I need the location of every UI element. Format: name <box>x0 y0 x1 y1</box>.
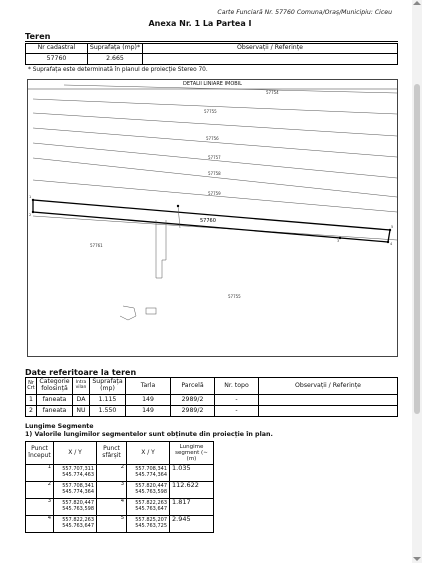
section-heading-lungime: Lungime Segmente <box>25 423 94 430</box>
col-header: X / Y <box>127 442 170 465</box>
plan-label: 57755 <box>204 109 217 114</box>
cell: faneata <box>37 406 73 417</box>
plan-label: 57761 <box>90 243 103 248</box>
col-header: Observații / Referințe <box>143 44 398 54</box>
table-row <box>26 465 214 482</box>
cell: 1 <box>26 465 54 482</box>
plan-label: 57756 <box>206 136 219 141</box>
cell: 112.622 <box>170 482 214 499</box>
cell-suprafata: 2.665 <box>88 54 143 65</box>
cell-nr-cadastral: 57760 <box>26 54 88 65</box>
section-heading-teren: Teren <box>25 31 51 41</box>
teren-table <box>25 43 398 65</box>
cell: 2989/2 <box>171 406 215 417</box>
cell: 1 <box>26 395 37 406</box>
table-row <box>26 499 214 516</box>
table-row <box>26 516 214 533</box>
segmente-table <box>25 441 214 533</box>
cell <box>54 499 97 516</box>
cell: 1.550 <box>90 406 126 417</box>
cell: 4 <box>97 499 127 516</box>
cell <box>127 465 170 482</box>
col-header: Lungime segment (∼ (m) <box>170 442 214 465</box>
cell: 149 <box>126 395 171 406</box>
coord-y: 545.763,725 <box>135 523 167 529</box>
cadastral-plan <box>27 79 398 357</box>
cell: 4 <box>26 516 54 533</box>
coord-y: 545.763,598 <box>135 489 167 495</box>
cell: 1.817 <box>170 499 214 516</box>
vertex-label: 4 <box>390 242 393 246</box>
scroll-up-icon[interactable] <box>413 1 421 5</box>
col-header: X / Y <box>54 442 97 465</box>
coord-x: 557.822,263 <box>135 500 167 507</box>
header-cf-info: Carte Funciară Nr. 57760 Comuna/Oraș/Municipiu: Ciceu <box>217 9 392 16</box>
plan-label: 57758 <box>208 171 221 176</box>
col-header: Suprafața (mp) <box>90 378 126 395</box>
cell: 2 <box>26 406 37 417</box>
plan-drawing <box>28 80 397 356</box>
cell <box>127 482 170 499</box>
plan-label: 57755 <box>228 294 241 299</box>
plan-label-main-parcel: 57760 <box>200 218 216 224</box>
cell <box>127 499 170 516</box>
cell: 2989/2 <box>171 395 215 406</box>
vertex-label: 1 <box>29 195 32 199</box>
coord-y: 545.774,364 <box>62 489 94 495</box>
cell <box>259 406 398 417</box>
col-header: Punct sfârșit <box>97 442 127 465</box>
cell: 1.035 <box>170 465 214 482</box>
coord-x: 557.820,447 <box>62 500 94 507</box>
plan-title: DETALII LINIARE IMOBIL <box>183 81 242 87</box>
coord-y: 545.774,463 <box>62 472 94 478</box>
divider <box>25 41 398 42</box>
vertex-label: 2 <box>29 213 32 217</box>
vertex-label: 5 <box>391 225 394 229</box>
col-header: Observații / Referințe <box>259 378 398 395</box>
cell <box>54 516 97 533</box>
cell: faneata <box>37 395 73 406</box>
cell: 2 <box>26 482 54 499</box>
coord-x: 557.708,341 <box>135 466 167 473</box>
annex-title: Anexa Nr. 1 La Partea I <box>148 19 252 28</box>
coord-y: 545.763,598 <box>62 506 94 512</box>
col-header: Suprafața (mp)* <box>88 44 143 54</box>
cell <box>54 465 97 482</box>
section-heading-date-teren: Date referitoare la teren <box>25 368 137 377</box>
cell: - <box>215 395 259 406</box>
col-header: Nr Crt <box>26 378 37 395</box>
cell: DA <box>73 395 90 406</box>
cell <box>127 516 170 533</box>
coord-y: 545.763,647 <box>62 523 94 529</box>
coord-x: 557.825,207 <box>135 517 167 524</box>
cell <box>259 395 398 406</box>
section-subheading-lungime: 1) Valorile lungimilor segmentelor sunt obținute din proiecție în plan. <box>25 431 273 438</box>
plan-label: 57757 <box>208 155 221 160</box>
cell: 2 <box>97 465 127 482</box>
cell: 3 <box>97 482 127 499</box>
cell <box>54 482 97 499</box>
scrollbar-thumb[interactable] <box>414 84 420 414</box>
col-header: Nr cadastral <box>26 44 88 54</box>
coord-y: 545.763,647 <box>135 506 167 512</box>
footnote-stereo70: * Suprafața este determinată în planul de proiecție Stereo 70. <box>28 67 208 73</box>
coord-x: 557.820,447 <box>135 483 167 490</box>
col-header: Tarla <box>126 378 171 395</box>
cell: NU <box>73 406 90 417</box>
col-header: Categorie folosință <box>37 378 73 395</box>
cell: 2.945 <box>170 516 214 533</box>
coord-x: 557.707,311 <box>62 466 94 473</box>
cell: - <box>215 406 259 417</box>
col-header: Nr. topo <box>215 378 259 395</box>
table-row <box>26 406 398 417</box>
col-header: Parcelă <box>171 378 215 395</box>
coord-y: 545.774,364 <box>135 472 167 478</box>
scroll-down-icon[interactable] <box>413 557 421 561</box>
cell: 5 <box>97 516 127 533</box>
table-row <box>26 482 214 499</box>
cell: 149 <box>126 406 171 417</box>
date-teren-table <box>25 377 398 417</box>
cell: 3 <box>26 499 54 516</box>
coord-x: 557.708,341 <box>62 483 94 490</box>
cell: 1.115 <box>90 395 126 406</box>
table-row <box>26 395 398 406</box>
plan-label: 57754 <box>266 90 279 95</box>
col-header: Punct început <box>26 442 54 465</box>
cell-observatii <box>143 54 398 65</box>
plan-label: 57759 <box>208 191 221 196</box>
coord-x: 557.822,263 <box>62 517 94 524</box>
col-header: Intra vilan <box>73 378 90 395</box>
vertical-scrollbar[interactable] <box>412 0 422 563</box>
vertex-label: 3 <box>337 239 340 243</box>
